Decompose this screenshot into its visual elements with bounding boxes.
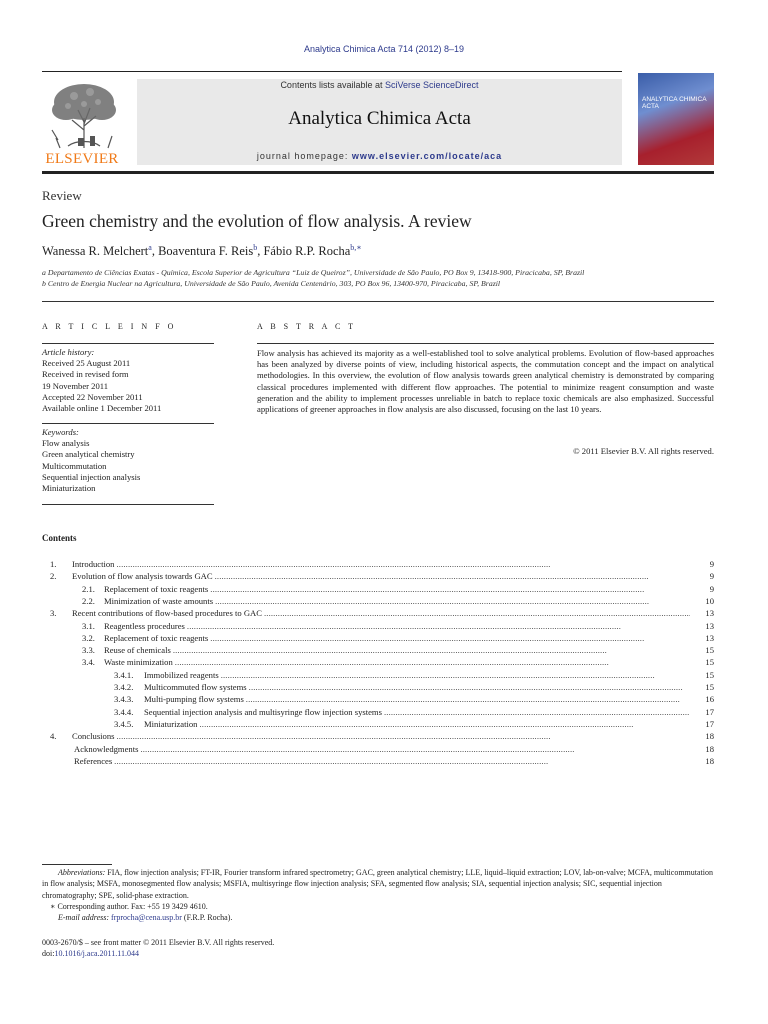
toc-entry[interactable] [42,633,714,645]
keyword-item: Sequential injection analysis [42,471,141,482]
toc-label[interactable]: Replacement of toxic reagents [104,632,209,643]
toc-label[interactable]: Immobilized reagents [144,669,219,680]
keyword-item: Multicommutation [42,460,107,471]
toc-entry[interactable] [42,682,714,694]
toc-page-number[interactable]: 18 [705,755,714,766]
toc-leader-dots [140,744,690,754]
article-info-heading: A R T I C L E I N F O [42,322,177,331]
toc-entry[interactable] [42,657,714,669]
keywords-list [42,438,214,494]
corresponding-author-note: ∗ Corresponding author. Fax: +55 19 3429 4610. [50,901,208,911]
history-list [42,358,214,414]
toc-label[interactable]: Sequential injection analysis and multisyringe flow injection systems [144,706,382,717]
affiliation-a: a Departamento de Ciências Exatas - Química, Escola Superior de Agricultura “Luiz de Queiroz”, Universidade de São Paulo, PO Box 9, 13418-900, Piracicaba, SP, Brazil [42,268,585,277]
article-info-rule [42,504,214,505]
toc-entry[interactable] [42,670,714,682]
masthead-bottom-rule [42,171,714,174]
abstract-rule [257,343,714,344]
toc-number: 3.4.5. [114,718,134,729]
toc-number: 3.2. [82,632,95,643]
toc-leader-dots [249,682,690,692]
toc-page-number[interactable]: 9 [709,559,714,569]
toc-entry[interactable] [42,744,714,756]
keywords [42,427,214,494]
toc-page-number[interactable]: 9 [709,583,714,594]
toc-leader-dots [116,559,690,569]
footnote-rule [42,864,112,865]
abstract-copyright: © 2011 Elsevier B.V. All rights reserved. [573,446,714,456]
toc-page-number[interactable]: 13 [705,620,714,631]
toc-leader-dots [210,584,690,594]
keywords-label: Keywords: [42,427,79,437]
contents-availability-line [137,80,622,90]
issn-line: 0003-2670/$ – see front matter © 2011 Elsevier B.V. All rights reserved. [42,938,275,947]
affiliation-b: b Centro de Energia Nuclear na Agricultura, Universidade de São Paulo, Avenida Centenário, 303, PO Box 96, 13400-970, Piracicaba, SP, Brazil [42,279,501,288]
toc-page-number[interactable]: 15 [705,682,714,692]
author-affiliation-mark[interactable]: b [253,243,258,252]
toc-entry[interactable] [42,719,714,731]
toc-entry[interactable] [42,608,714,620]
toc-label[interactable]: Evolution of flow analysis towards GAC [72,571,213,582]
toc-number: 3.4.2. [114,682,134,692]
toc-label[interactable]: Waste minimization [104,657,173,668]
author-name: Wanessa R. Melchert [42,244,149,259]
toc-entry[interactable] [42,621,714,633]
toc-leader-dots [199,719,690,729]
toc-page-number[interactable]: 13 [705,632,714,643]
toc-label[interactable]: References [74,755,113,766]
doi-line [42,948,442,959]
toc-leader-dots [187,621,690,631]
toc-number: 3.4.1. [114,669,134,680]
article-type: Review [42,188,82,203]
divider-rule [42,301,714,302]
toc-page-number[interactable]: 18 [705,731,714,742]
abstract-text: Flow analysis has achieved its majority as a well-established tool to solve analytical problems. Evolution of flow-based approaches has been analyzed by diverse points of view, including historical aspects, the commutation concept and the impact on analytical methodologies. In this overview, the evolution of flow analysis towards green analytical chemistry is demonstrated by comparing classical procedures implemented with different flow approaches. The potential to minimize reagent consumption and waste generation and the ability to implement processes unreliable in batch to replace toxic chemicals are also emphasized. Successful applications of greener approaches in flow analysis are also discussed, focusing on the last 10 years. [257,348,714,415]
journal-title: Analytica Chimica Acta [288,108,471,129]
toc-entry[interactable] [42,756,714,768]
toc-entry[interactable] [42,694,714,706]
toc-label[interactable]: Conclusions [72,731,115,742]
abbreviations-label: Abbreviations: [58,868,106,877]
toc-entry[interactable] [42,645,714,657]
toc-number: 3.1. [82,620,95,631]
toc-leader-dots [264,608,690,618]
homepage-link[interactable]: www.elsevier.com/locate/aca [351,151,503,161]
toc-entry[interactable] [42,571,714,583]
toc-label[interactable]: Minimization of waste amounts [104,595,214,606]
abbreviations-footnote [42,867,714,901]
email-suffix: (F.R.P. Rocha). [181,913,233,923]
toc-number: 3.4.3. [114,694,134,705]
toc-label[interactable]: Recent contributions of flow-based procedures to GAC [72,608,262,619]
toc-page-number[interactable]: 10 [705,595,714,606]
email-label: E-mail address: [58,913,110,923]
toc-page-number[interactable]: 15 [705,657,714,668]
toc-leader-dots [215,596,690,606]
toc-leader-dots [117,731,691,741]
keyword-item: Green analytical chemistry [42,449,135,460]
toc-number: 1. [50,559,57,569]
toc-entry[interactable] [42,596,714,608]
toc-page-number[interactable]: 13 [705,608,714,619]
toc-leader-dots [114,756,690,766]
doi-link[interactable]: 10.1016/j.aca.2011.11.044 [54,949,139,959]
author-separator: , [257,244,264,259]
history-label: Article history: [42,347,95,357]
author-list [42,243,362,259]
toc-label[interactable]: Replacement of toxic reagents [104,583,209,594]
toc-page-number[interactable]: 17 [705,718,714,729]
toc-entry[interactable] [42,559,714,571]
toc-number: 2.1. [82,583,95,594]
toc-number: 4. [50,731,57,742]
sciencedirect-link[interactable]: SciVerse ScienceDirect [385,80,479,90]
history-item: Available online 1 December 2011 [42,403,162,414]
abstract-heading: A B S T R A C T [257,322,357,331]
toc-label[interactable]: Introduction [72,559,115,569]
author-affiliation-mark[interactable]: a [148,243,152,252]
toc-leader-dots [175,657,690,667]
toc-page-number[interactable]: 15 [705,669,714,680]
keyword-item: Miniaturization [42,483,96,494]
toc-leader-dots [221,670,690,680]
keyword-item: Flow analysis [42,438,90,449]
toc-number: 2.2. [82,595,95,606]
toc-number: 2. [50,571,57,582]
elsevier-wordmark: ELSEVIER [45,151,119,167]
history-item: Accepted 22 November 2011 [42,391,143,402]
contents-heading: Contents [42,533,77,543]
toc-label[interactable]: Acknowledgments [74,743,139,754]
toc-label[interactable]: Multicommuted flow systems [144,682,247,692]
email-link[interactable]: frprocha@cena.usp.br [111,913,182,923]
toc-label[interactable]: Reagentless procedures [104,620,185,631]
history-item: 19 November 2011 [42,380,109,391]
toc-page-number[interactable]: 18 [705,743,714,754]
toc-page-number[interactable]: 9 [709,571,714,582]
front-matter [42,937,442,960]
history-item: Received 25 August 2011 [42,358,131,369]
article-title: Green chemistry and the evolution of flow analysis. A review [42,211,472,231]
doi-prefix: doi: [42,949,55,959]
toc-label[interactable]: Multi-pumping flow systems [144,694,244,705]
toc-number: 3. [50,608,57,619]
toc-entry[interactable] [42,707,714,719]
toc-number: 3.3. [82,645,95,656]
toc-number: 3.4.4. [114,706,134,717]
author-affiliation-mark[interactable]: b,∗ [350,243,362,252]
toc-label[interactable]: Reuse of chemicals [104,645,171,656]
toc-leader-dots [246,694,690,704]
toc-page-number[interactable]: 16 [705,694,714,705]
abbreviations-text: FIA, flow injection analysis; FT-IR, Fourier transform infrared spectrometry; GAC, green analytical chemistry; LLE, liquid–liquid extraction; LOV, lab-on-valve; MCFA, multicommutation in flow analysis; MSFA, monosegmented flow analysis; MSFIA, multisyringe flow injection analysis; SFA, segmented flow analysis; SIA, sequential injection analysis; SIC, sequential injection chromatography; SPE, solid-phase extraction. [42,868,713,900]
article-info-rule [42,343,214,344]
journal-homepage-line [137,151,622,161]
toc-leader-dots [215,571,690,581]
toc-page-number[interactable]: 17 [705,706,714,717]
masthead-top-rule [42,71,622,72]
article-info-rule [42,423,214,424]
article-history [42,347,214,414]
homepage-prefix: journal homepage: [256,151,352,161]
journal-reference[interactable]: Analytica Chimica Acta 714 (2012) 8–19 [303,44,465,54]
toc-label[interactable]: Miniaturization [144,718,198,729]
contents-prefix: Contents lists available at [280,80,385,90]
toc-entry[interactable] [42,584,714,596]
toc-leader-dots [210,633,690,643]
toc-number: 3.4. [82,657,95,668]
history-item: Received in revised form [42,369,129,380]
cover-journal-title: ANALYTICA CHIMICA ACTA [642,96,707,110]
toc-leader-dots [384,707,690,717]
toc-page-number[interactable]: 15 [705,645,714,656]
author-separator: , [151,244,159,259]
email-note [42,912,714,923]
author-name: Fábio R.P. Rocha [263,244,351,259]
toc-entry[interactable] [42,731,714,743]
journal-cover-image[interactable] [638,73,714,165]
toc-leader-dots [173,645,690,655]
footnotes [42,867,714,923]
author-name: Boaventura F. Reis [158,244,254,259]
